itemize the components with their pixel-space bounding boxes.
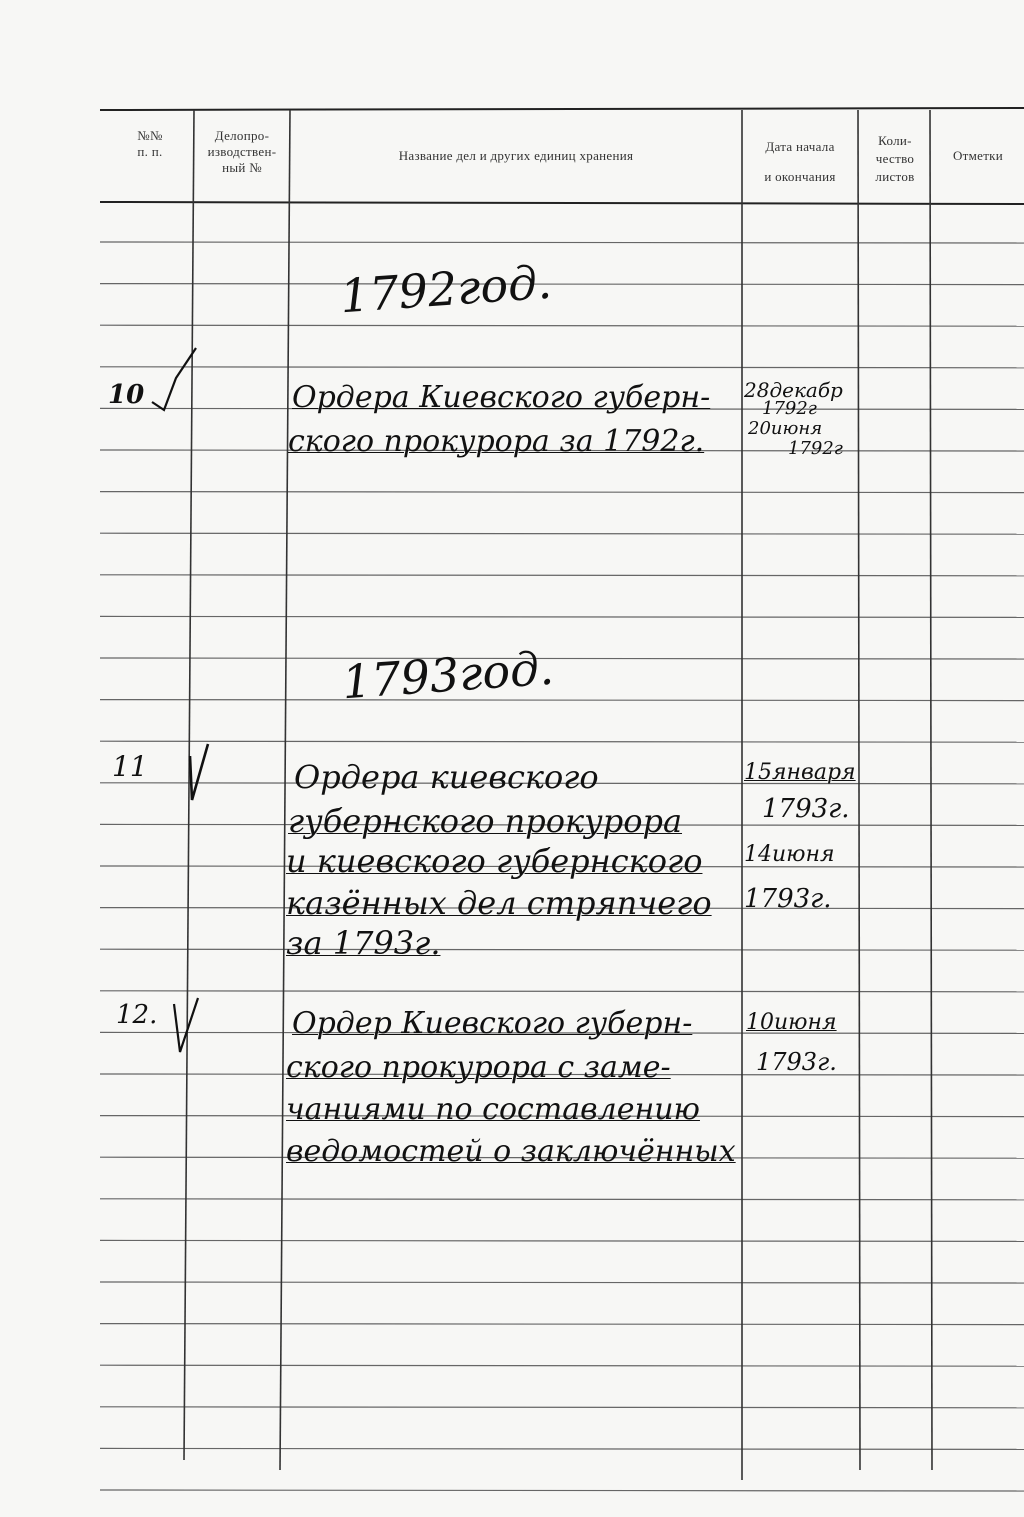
entry-title-line: чаниями по составлению [286, 1092, 700, 1127]
ruled-line [100, 991, 1024, 992]
ruled-line [100, 575, 1024, 576]
checkmark-icon [152, 348, 196, 410]
entry-date-line: 15января [744, 760, 856, 785]
ruled-line [100, 367, 1024, 368]
ruled-line [100, 1448, 1024, 1449]
ruled-line [100, 949, 1024, 950]
entry-number: 10 [108, 380, 145, 410]
entry-date-line: 28декабр [744, 378, 843, 402]
ruled-line [100, 325, 1024, 326]
ruled-line [100, 1324, 1024, 1325]
header-col-number: №№ п. п. [137, 128, 163, 159]
entry-title-line: ского прокурора за 1792г. [288, 424, 705, 459]
ruled-line [100, 492, 1024, 493]
ruled-line [100, 700, 1024, 701]
entry-title-line: казённых дел стряпчего [286, 884, 712, 922]
ruled-line [100, 1490, 1024, 1491]
header-col-office-number: Делопро- изводствен- ный № [207, 128, 277, 175]
entry-number: 12. [116, 1000, 158, 1030]
ruled-line [100, 1240, 1024, 1241]
entry-title-line: Ордера Киевского губерн- [292, 380, 711, 415]
header-col-sheets: Коли- чество листов [875, 133, 915, 184]
entry-number: 11 [112, 750, 148, 783]
ruled-line [100, 1282, 1024, 1283]
entry-date-line: 1793г. [744, 884, 832, 914]
year-heading: 1793год. [340, 640, 556, 710]
entry-title-line: Ордера киевского [294, 758, 599, 796]
entry-date-line: 14июня [744, 842, 835, 867]
ruled-line [100, 242, 1024, 243]
entry-date-line: 1792г [762, 398, 817, 419]
ruled-line [100, 658, 1024, 659]
ruled-line [100, 284, 1024, 285]
entry-title-line: за 1793г. [286, 924, 441, 962]
ruled-line [100, 533, 1024, 534]
header-col-title: Название дел и других единиц хранения [398, 148, 634, 163]
entry-title-line: ведомостей о заключённых [286, 1134, 736, 1169]
entry-date-line: 1793г. [762, 794, 850, 824]
header-col-notes: Отметки [952, 148, 1004, 163]
year-heading: 1792год. [338, 254, 554, 324]
ruled-line [100, 1407, 1024, 1408]
header-col-dates: Дата начала и окончания [764, 139, 836, 184]
ruled-line [100, 616, 1024, 617]
entry-title-line: Ордер Киевского губерн- [292, 1006, 693, 1041]
entry-title-line: и киевского губернского [286, 842, 703, 880]
ruled-line [100, 741, 1024, 742]
entry-title-line: губернского прокурора [288, 802, 683, 840]
entry-date-line: 1792г [788, 438, 843, 459]
ruled-line [100, 1365, 1024, 1366]
entry-date-line: 1793г. [756, 1048, 837, 1076]
checkmark-icon [190, 744, 208, 800]
entry-title-line: ского прокурора с заме- [286, 1050, 671, 1085]
entry-date-line: 10июня [746, 1010, 837, 1035]
entry-date-line: 20июня [748, 418, 823, 439]
checkmark-icon [174, 998, 198, 1052]
ruled-line [100, 1199, 1024, 1200]
